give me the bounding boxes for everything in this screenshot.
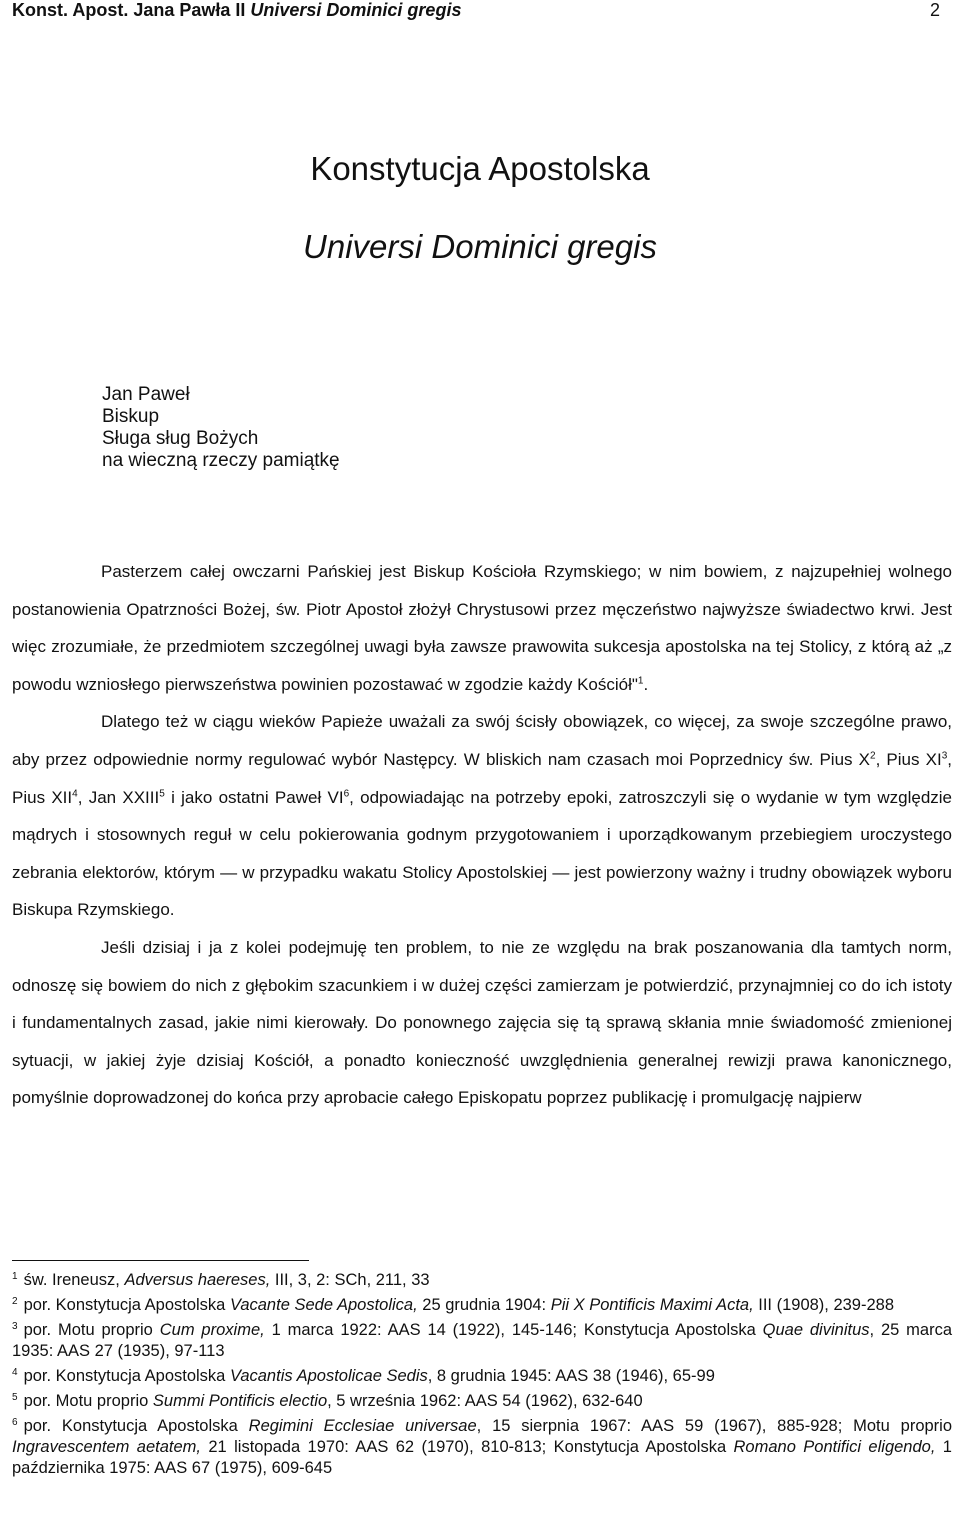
footnote-text: 21 listopada 1970: AAS 62 (1970), 810-813; Konstytucja Apostolska [200,1438,734,1456]
header-title-prefix: Konst. Apost. Jana Pawła II [12,0,251,20]
footnote-ref[interactable]: 3 [941,750,948,762]
paragraph-text: Pasterzem całej owczarni Pańskiej jest Biskup Kościoła Rzymskiego; w nim bowiem, z najzupełniej wolnego postanowienia Opatrzności Bożej, św. Piotr Apostoł złożył Chrystusowi przez męczeństwo najwyższe świadectwo krwi. Jest więc zrozumiałe, że przedmiotem szczególnej uwagi była zawsze prawowita sukcesja apostolska na tej Stolicy, z którą aż „z powodu wzniosłego pierwszeństwa powinien pozostawać w zgodzie każdy Kościół" [12,562,952,694]
footnote-number: 2 [12,1295,18,1307]
footnote-5 [12,1391,952,1412]
page-number: 2 [929,0,940,20]
address-line: na wieczną rzeczy pamiątkę [102,450,340,471]
footnote-ref[interactable]: 4 [72,787,78,799]
footnote-text: por. Konstytucja Apostolska [23,1417,249,1435]
footnote-1 [12,1270,952,1291]
address-line: Sługa sług Bożych [102,428,259,449]
address-line: Biskup [102,406,160,427]
footnote-text: , 25 marca 1935: AAS 27 (1935), 97-113 [12,1321,953,1360]
footnote-italic: Regimini Ecclesiae universae [248,1417,477,1435]
paragraph-text: i jako ostatni Paweł VI [164,787,344,807]
footnotes [12,1270,952,1483]
footnote-italic: Ingravescentem aetatem, [12,1438,201,1456]
footnote-text: por. Konstytucja Apostolska [23,1367,230,1385]
footnote-italic: Cum proxime, [159,1321,265,1339]
footnote-text: por. Motu proprio [23,1392,153,1410]
footnote-italic: Pii X Pontificis Maximi Acta, [550,1296,754,1314]
footnote-text: , 5 września 1962: AAS 54 (1962), 632-640 [327,1392,643,1410]
header-title-italic: Universi Dominici gregis [250,0,462,20]
paragraph-text: , Pius XI [875,749,942,769]
document-subtitle: Universi Dominici gregis [303,228,657,265]
footnote-italic: Vacante Sede Apostolica, [229,1296,418,1314]
footnote-4 [12,1366,952,1387]
footnote-divider [12,1260,309,1261]
footnote-text: , 15 sierpnia 1967: AAS 59 (1967), 885-928; Motu proprio [476,1417,953,1435]
running-header [12,0,948,26]
footnote-2 [12,1295,952,1316]
footnote-6 [12,1416,952,1479]
paragraph-text: Dlatego też w ciągu wieków Papieże uważali za swój ścisły obowiązek, co więcej, za swoje szczególne prawo, aby przez odpowiednie normy regulować wybór Następcy. W bliskich nam czasach moi Poprzednicy św. Pius X [12,712,952,769]
footnote-text: , 8 grudnia 1945: AAS 38 (1946), 65-99 [427,1367,715,1385]
header-title [12,0,461,21]
footnote-ref[interactable]: 6 [343,787,350,799]
paragraph-text: , Pius XII [12,749,952,807]
footnote-ref[interactable]: 1 [637,675,644,687]
footnote-number: 4 [12,1366,18,1378]
document-title: Konstytucja Apostolska [310,150,650,187]
footnote-number: 1 [12,1270,18,1282]
footnote-text: 1 października 1975: AAS 67 (1975), 609-645 [12,1438,952,1477]
footnote-italic: Romano Pontifici eligendo, [733,1438,936,1456]
footnote-text: 1 marca 1922: AAS 14 (1922), 145-146; Konstytucja Apostolska [264,1321,763,1339]
footnote-3 [12,1320,952,1362]
footnote-text: por. Konstytucja Apostolska [23,1296,230,1314]
address-line: Jan Paweł [102,384,190,405]
footnote-italic: Quae divinitus [762,1321,870,1339]
footnote-number: 3 [12,1320,18,1332]
paragraph-text: , odpowiadając na potrzeby epoki, zatroszczyli się o wydanie w tym względzie mądrych i stosownych reguł w celu pokierowania godnym przygotowaniem i uporządkowanym przebiegiem uroczystego zebrania elektorów, którym — w przypadku wakatu Stolicy Apostolskiej — jest powierzony ważny i trudny obowiązek wyboru Biskupa Rzymskiego. [12,787,953,920]
footnote-number: 5 [12,1391,18,1403]
footnote-number: 6 [12,1416,18,1428]
footnote-ref[interactable]: 2 [870,750,876,762]
paragraph-1 [12,553,952,703]
footnote-text: św. Ireneusz, [23,1271,125,1289]
footnote-text: 25 grudnia 1904: [417,1296,551,1314]
footnote-ref[interactable]: 5 [159,787,165,799]
footnote-text: por. Motu proprio [23,1321,160,1339]
paragraph-text: . [643,674,649,694]
paragraph-2 [12,703,952,929]
footnote-italic: Vacantis Apostolicae Sedis [229,1367,428,1385]
address-block [102,384,340,472]
paragraph-3: Jeśli dzisiaj i ja z kolei podejmuję ten problem, to nie ze względu na brak poszanowania dla tamtych norm, odnoszę się bowiem do nich z głębokim szacunkiem i w dużej części zamierzam je potwierdzić, przynajmniej co do ich istoty i fundamentalnych zasad, jakie nimi kierowały. Do ponownego zajęcia się tą sprawą skłania mnie świadomość zmienionej sytuacji, w jakiej żyje dzisiaj Kościół, a ponadto konieczność uwzględnienia generalnej rewizji prawa kanonicznego, pomyślnie doprowadzonej do końca przy aprobacie całego Episkopatu poprzez publikację i promulgację najpierw [12,937,952,1108]
paragraph-text: , Jan XXIII [77,787,160,807]
body-text [12,553,952,1117]
footnote-text: III, 3, 2: SCh, 211, 33 [270,1271,430,1289]
footnote-italic: Adversus haereses, [124,1271,271,1289]
footnote-text: III (1908), 239-288 [753,1296,895,1314]
footnote-italic: Summi Pontificis electio [152,1392,328,1410]
